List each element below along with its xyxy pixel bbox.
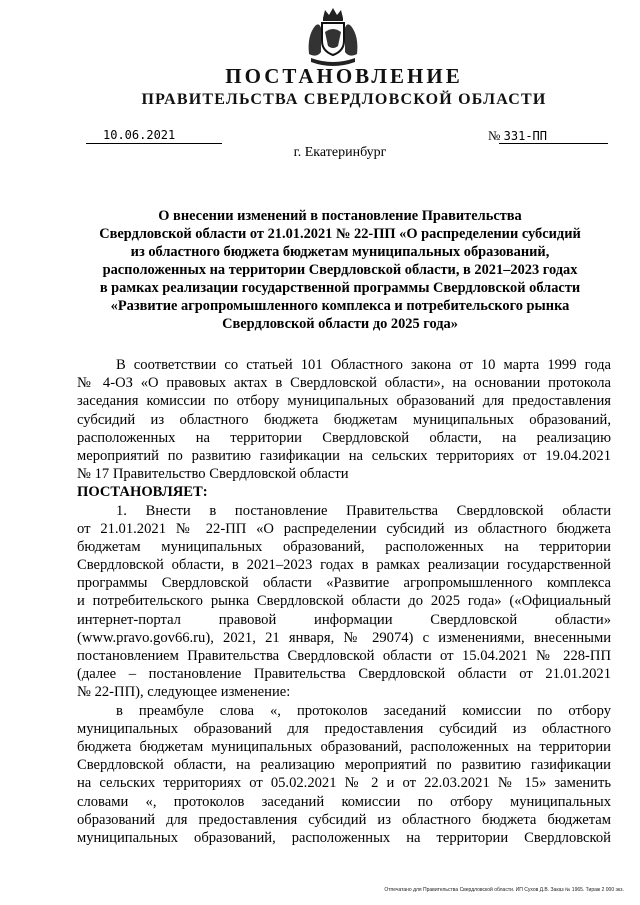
- item1-line: 1. Внести в постановление Правительства Свердловской области: [116, 502, 611, 519]
- amendment-line: в преамбуле слова «, протоколов заседаний комиссии по отбору: [116, 702, 611, 719]
- heading-line: О внесении изменений в постановление Правительства: [158, 208, 522, 224]
- preamble-line: В соответствии со статьей 101 Областного закона от 10 марта 1999 года: [116, 357, 611, 373]
- heading-line: из областного бюджета бюджетам муниципальных образований,: [130, 244, 550, 260]
- preamble-line: заседания комиссии по отбору муниципальных образований для предоставления: [77, 393, 611, 410]
- number-underline: [499, 143, 608, 144]
- document-date: 10.06.2021: [103, 128, 176, 142]
- document-title: ПОСТАНОВЛЕНИЕ: [225, 64, 463, 88]
- document-city: г. Екатеринбург: [293, 145, 387, 160]
- preamble-line: субсидий из областного бюджета бюджетам муниципальных образований,: [77, 411, 611, 428]
- item1-line: бюджетам муниципальных образований, расположенных на территории: [77, 538, 611, 555]
- preamble-line: № 17 Правительство Свердловской области: [77, 466, 349, 483]
- heading-line: расположенных на территории Свердловской области, в 2021–2023 годах: [102, 262, 578, 278]
- heading-line: Свердловской области до 2025 года»: [222, 316, 458, 332]
- number-value: 331-ПП: [503, 129, 548, 143]
- item1-line: Свердловской области, в 2021–2023 годах в рамках реализации государственной: [77, 557, 611, 574]
- amendment-line: на сельских территориях от 05.02.2021 № 2 и от 22.03.2021 № 15» заменить: [77, 775, 611, 792]
- coat-of-arms-icon: [305, 6, 361, 68]
- print-footer: Отпечатано для Правительства Свердловской области. ИП Сухов Д.В. Заказ № 1965. Тираж 2 000 экз.: [384, 887, 624, 893]
- item1-line: (далее – постановление Правительства Свердловской области от 21.01.2021: [77, 666, 611, 683]
- preamble-line: № 4-ОЗ «О правовых актах в Свердловской области», на основании протокола: [77, 375, 611, 392]
- amendment-line: словами «, протоколов заседаний комиссии по отбору муниципальных: [77, 793, 611, 810]
- heading-line: Свердловской области от 21.01.2021 № 22-ПП «О распределении субсидий: [99, 226, 581, 242]
- document-subtitle: ПРАВИТЕЛЬСТВА СВЕРДЛОВСКОЙ ОБЛАСТИ: [141, 91, 547, 108]
- item1-line: и потребительского рынка Свердловской области до 2025 года» («Официальный: [77, 593, 611, 610]
- resolves-label: ПОСТАНОВЛЯЕТ:: [77, 484, 208, 501]
- item1-line: постановлением Правительства Свердловской области от 15.04.2021 № 228-ПП: [77, 648, 611, 664]
- item1-line: (www.pravo.gov66.ru), 2021, 21 января, № 29074) с изменениями, внесенными: [77, 629, 611, 646]
- item1-line: программы Свердловской области «Развитие агропромышленного комплекса: [77, 575, 611, 592]
- amendment-line: образований для предоставления субсидий из областного бюджета бюджетам: [77, 811, 611, 828]
- document-body: [77, 356, 611, 847]
- preamble-line: расположенных на территории Свердловской области, на реализацию: [77, 429, 611, 446]
- item1-line: интернет-портал правовой информации Свердловской области»: [77, 611, 611, 628]
- document-number: [488, 128, 547, 144]
- item1-line: от 21.01.2021 № 22-ПП «О распределении субсидий из областного бюджета: [77, 520, 611, 537]
- amendment-line: бюджета бюджетам муниципальных образований, расположенных на территории: [77, 738, 611, 755]
- amendment-line: муниципальных образований для предоставления субсидий из областного: [77, 720, 611, 737]
- document-heading: [70, 207, 610, 333]
- amendment-line: муниципальных образований, расположенных на территории Свердловской: [77, 829, 611, 846]
- amendment-line: Свердловской области, на реализацию мероприятий по развитию газификации: [77, 757, 611, 774]
- heading-line: «Развитие агропромышленного комплекса и потребительского рынка: [110, 298, 570, 314]
- number-sign: №: [488, 128, 501, 143]
- item1-line: № 22-ПП), следующее изменение:: [77, 684, 291, 701]
- date-underline: [86, 143, 222, 144]
- preamble-line: мероприятий по развитию газификации на сельских территориях от 19.04.2021: [77, 447, 611, 464]
- heading-line: в рамках реализации государственной программы Свердловской области: [99, 280, 581, 296]
